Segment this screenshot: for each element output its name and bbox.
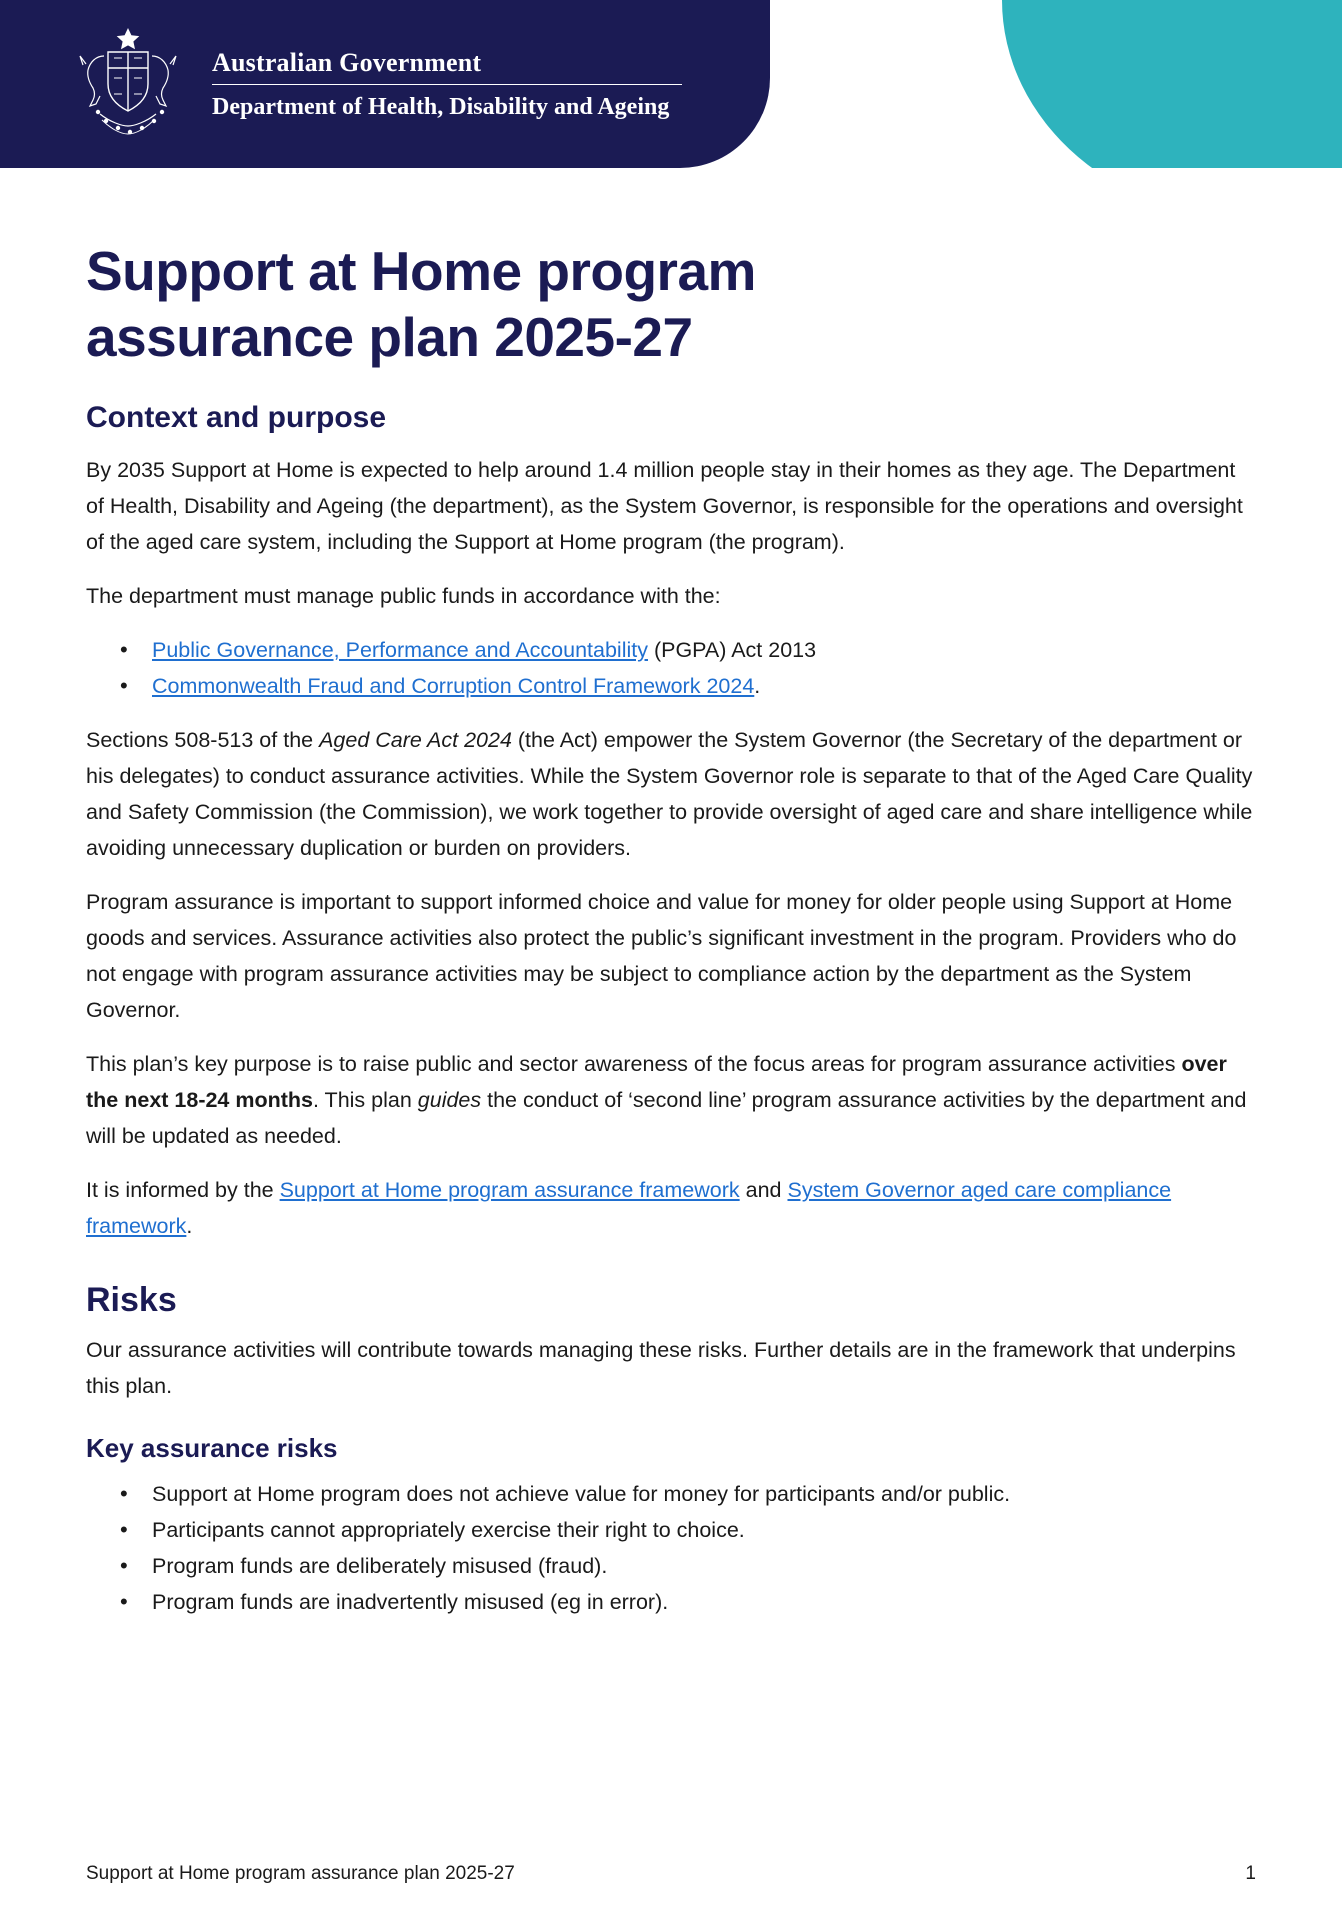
masthead-text <box>212 48 682 121</box>
paragraph-context-5 <box>86 1046 1256 1154</box>
list-item: • Participants cannot appropriately exercise their right to choice. <box>152 1512 1256 1548</box>
paragraph-context-2: The department must manage public funds in accordance with the: <box>86 584 721 608</box>
heading-risks: Risks <box>86 1281 177 1319</box>
text-fragment: and <box>739 1178 788 1202</box>
coat-of-arms-icon <box>72 22 184 144</box>
text-fragment: This plan’s key purpose is to raise public and sector awareness of the focus areas for program assurance activities <box>86 1052 1182 1076</box>
page-header <box>0 0 1342 222</box>
emphasis-guides: guides <box>417 1088 482 1112</box>
paragraph-context-3 <box>86 722 1256 866</box>
masthead-divider <box>212 84 682 85</box>
list-public-funds <box>86 632 1256 704</box>
text-fragment: It is informed by the <box>86 1178 280 1202</box>
text-fragment: . <box>186 1214 193 1238</box>
heading-context-and-purpose: Context and purpose <box>86 401 387 434</box>
paragraph-context-6 <box>86 1172 1256 1244</box>
emphasis-timeframe: over the next 18-24 months <box>86 1052 1227 1112</box>
link-fraud-framework[interactable]: Commonwealth Fraud and Corruption Control Framework 2024 <box>152 674 755 698</box>
link-pgpa-act[interactable]: Public Governance, Performance and Accountability <box>152 638 648 662</box>
footer-document-title: Support at Home program assurance plan 2025-27 <box>86 1863 515 1884</box>
header-white-band <box>0 168 1342 222</box>
list-item <box>152 668 1256 704</box>
list-item-tail: (PGPA) Act 2013 <box>647 638 817 662</box>
text-fragment: Sections 508-513 of the <box>86 728 320 752</box>
heading-key-assurance-risks: Key assurance risks <box>86 1433 338 1463</box>
paragraph-context-1: By 2035 Support at Home is expected to help around 1.4 million people stay in their homes as they age. The Department of Health, Disability and Ageing (the department), as the System Governor, is responsible for the operations and oversight of the aged care system, including the Support at Home program (the program). <box>86 458 1243 554</box>
government-name: Australian Government <box>212 48 482 77</box>
list-item: • Program funds are deliberately misused (fraud). <box>152 1548 1256 1584</box>
link-compliance-framework[interactable]: System Governor aged care compliance framework <box>86 1178 1172 1238</box>
text-fragment: . This plan <box>313 1088 418 1112</box>
text-fragment: (the Act) empower the System Governor (the Secretary of the department or his delegates) to conduct assurance activities. While the System Governor role is separate to that of the Aged Care Quality and Safety Commission (the Commission), we work together to provide oversight of aged care and share intelligence while avoiding unnecessary duplication or burden on providers. <box>86 728 1253 860</box>
list-item-tail: . <box>754 674 761 698</box>
list-key-assurance-risks <box>86 1476 1256 1620</box>
paragraph-risks-1: Our assurance activities will contribute towards managing these risks. Further details are in the framework that underpins this plan. <box>86 1338 1236 1398</box>
act-title-italic: Aged Care Act 2024 <box>319 728 512 752</box>
document-body <box>0 238 1342 1620</box>
page-footer <box>86 1863 1256 1885</box>
text-fragment: the conduct of ‘second line’ program assurance activities by the department and will be updated as needed. <box>86 1088 1247 1148</box>
list-item: • Program funds are inadvertently misused (eg in error). <box>152 1584 1256 1620</box>
department-name: Department of Health, Disability and Ageing <box>212 94 670 120</box>
page-title: Support at Home program assurance plan 2025-27 <box>86 240 756 368</box>
footer-page-number: 1 <box>1245 1863 1256 1884</box>
list-item: • Support at Home program does not achieve value for money for participants and/or public. <box>152 1476 1256 1512</box>
link-assurance-framework[interactable]: Support at Home program assurance framework <box>279 1178 740 1202</box>
paragraph-context-4: Program assurance is important to support informed choice and value for money for older people using Support at Home goods and services. Assurance activities also protect the public’s significant investment in the program. Providers who do not engage with program assurance activities may be subject to compliance action by the department as the System Governor. <box>86 890 1237 1022</box>
list-item <box>152 632 1256 668</box>
